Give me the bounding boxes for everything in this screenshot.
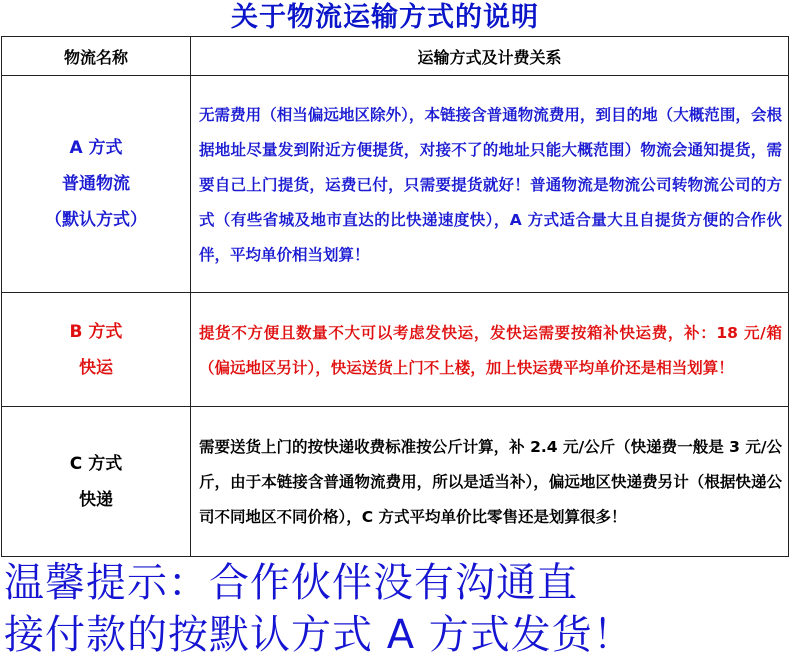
header-transport-fee: 运输方式及计费关系 (191, 37, 789, 76)
warm-tip-line2: 接付款的按默认方式 A 方式发货！ (4, 612, 634, 658)
method-b-description: 提货不方便且数量不大可以考虑发快运，发快运需要按箱补快运费，补：18 元/箱（偏远地区另计），快运送货上门不上楼，加上快运费平均单价还是相当划算！ (191, 293, 789, 407)
method-a-description: 无需费用（相当偏远地区除外），本链接含普通物流费用，到目的地（大概范围，会根据地址尽量发到附近方便提货，对接不了的地址只能大概范围）物流会通知提货，需要自己上门提货，运费已付，只需要提货就好！普通物流是物流公司转物流公司的方式（有些省城及地市直达的比快递速度快），A 方式适合量大且自提货方便的合作伙伴，平均单价相当划算！ (191, 76, 789, 293)
header-logistics-name: 物流名称 (2, 37, 191, 76)
method-a-default: （默认方式） (45, 210, 147, 230)
method-a-label: A 方式 (69, 138, 123, 158)
method-b-type: 快运 (79, 357, 113, 378)
table-header-row (2, 37, 789, 76)
table-row (2, 76, 789, 293)
page-title: 关于物流运输方式的说明 (231, 2, 539, 33)
method-c-name (2, 407, 191, 557)
warm-tip (0, 557, 790, 661)
method-c-type: 快递 (79, 489, 113, 510)
method-c-description: 需要送货上门的按快递收费标准按公斤计算，补 2.4 元/公斤（快递费一般是 3 元/公斤，由于本链接含普通物流费用，所以是适当补），偏远地区快递费另计（根据快递公司不同地区不同价格），C 方式平均单价比零售还是划算很多！ (191, 407, 789, 557)
method-b-name (2, 293, 191, 407)
warm-tip-line1: 温馨提示：合作伙伴没有沟通直 (4, 560, 578, 606)
method-c-label: C 方式 (69, 453, 123, 474)
method-a-type: 普通物流 (62, 174, 130, 194)
method-a-name (2, 76, 191, 293)
table-row (2, 293, 789, 407)
logistics-table (1, 36, 789, 557)
method-b-label: B 方式 (69, 321, 123, 342)
table-row (2, 407, 789, 557)
